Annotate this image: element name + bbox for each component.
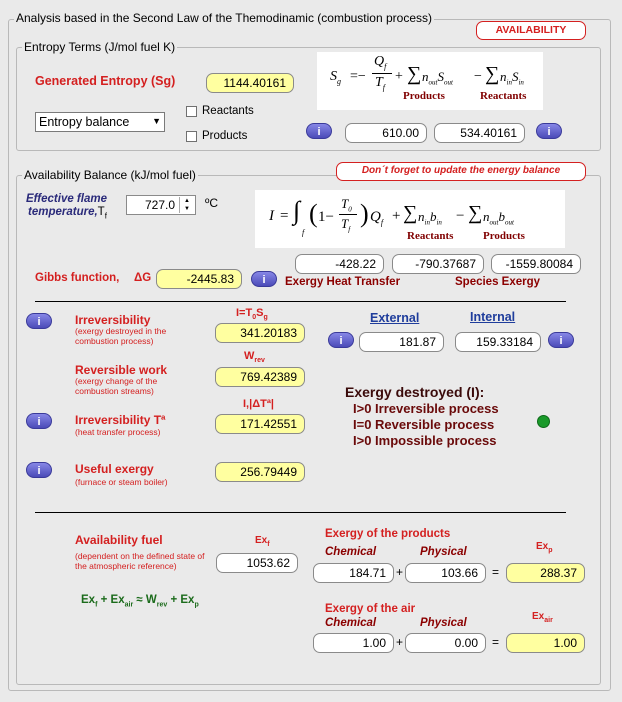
external-link[interactable]: External [370,311,420,325]
irreversibility-info-button[interactable]: i [26,313,52,329]
spin-arrows-icon[interactable]: ▲ ▼ [179,197,194,213]
air-plus-sign: + [396,635,404,649]
air-total-field[interactable]: 1.00 [506,633,585,653]
products-equals-sign: = [492,565,500,579]
products-chemical-label: Chemical [325,546,377,558]
irrev-T-info-button[interactable]: i [26,413,52,429]
reversible-work-title: $W_{rev}$ [244,350,265,365]
divider-top [35,301,566,302]
internal-info-button[interactable]: i [548,332,574,348]
irreversibility-field[interactable]: 341.20183 [215,323,305,343]
main-group-title: Analysis based in the Second Law of the Themodinamic (combustion process) [16,11,432,25]
entropy-reactants-field[interactable]: 534.40161 [434,123,525,143]
divider-bottom [35,512,566,513]
reactants-checkbox-label: Reactants [202,105,254,117]
entropy-products-field[interactable]: 610.00 [345,123,427,143]
external-field[interactable]: 181.87 [359,332,444,352]
useful-exergy-label: Useful exergy [75,462,154,476]
irrev-T-sub: (heat transfer process) [75,427,161,437]
reversible-work-field[interactable]: 769.42389 [215,367,305,387]
generated-entropy-label: Generated Entropy (Sg) [35,74,176,88]
generated-entropy-field[interactable]: 1144.40161 [206,73,294,93]
availability-button[interactable]: AVAILABILITY [476,21,586,40]
chevron-down-icon: ▼ [152,116,161,126]
exergy-heat-field[interactable]: -428.22 [295,254,384,274]
irreversible-line: I>0 Irreversible process [353,401,499,416]
gibbs-label: Gibbs function, [35,272,120,284]
internal-field[interactable]: 159.33184 [455,332,541,352]
products-total-title: $Ex_p$ [536,541,553,554]
gibbs-info-button[interactable]: i [251,271,277,287]
useful-exergy-sub: (furnace or steam boiler) [75,477,168,487]
useful-exergy-field[interactable]: 256.79449 [215,462,305,482]
products-chemical-field[interactable]: 184.71 [313,563,394,583]
reactants-checkbox[interactable] [186,106,197,117]
products-total-field[interactable]: 288.37 [506,563,585,583]
irreversibility-formula: $I=T_0S_g$ [236,307,268,322]
exergy-destroyed-title: Exergy destroyed (I): [345,384,485,400]
air-exergy-title: Exergy of the air [325,603,416,615]
availability-group-title: Availability Balance (kJ/mol fuel) [24,168,196,182]
products-physical-label: Physical [420,546,467,558]
species-products-field[interactable]: -1559.80084 [491,254,581,274]
entropy-group-title: Entropy Terms (J/mol fuel K) [24,40,176,54]
species-reactants-field[interactable]: -790.37687 [392,254,484,274]
products-plus-sign: + [396,565,404,579]
entropy-select-value: Entropy balance [39,115,130,129]
irrev-T-field[interactable]: 171.42551 [215,414,305,434]
flame-label: Effective flame $temperature,T_f$ [26,193,107,221]
products-physical-field[interactable]: 103.66 [405,563,486,583]
reversible-line: I=0 Reversible process [353,417,495,432]
entropy-formula: $S_g$ =− $Q_f$ $T_f$ + ∑ $n_{out}S_{out}$ − ∑ $n_{in}S_{in}$ Products Reactants [317,52,543,110]
impossible-line: I>0 Impossible process [353,433,497,448]
air-chemical-label: Chemical [325,617,377,629]
reversible-work-label: Reversible work [75,363,168,377]
air-physical-field[interactable]: 0.00 [405,633,486,653]
balance-equation: $Ex_f + Ex_{air} \approx W_{rev} + Ex_p$ [81,594,199,609]
entropy-info-button-right[interactable]: i [536,123,562,139]
products-checkbox[interactable] [186,131,197,142]
irrev-T-title: I,|ΔTª| [243,398,274,410]
availability-formula: I = ∫ f ( 1− $T_0$ $T_f$ ) $Q_f$ + ∑ $n_{in}b_{in}$ − ∑ $n_{out}b_{out}$ Reactants Products [255,190,565,248]
air-equals-sign: = [492,635,500,649]
entropy-info-button-left[interactable]: i [306,123,332,139]
reversible-work-sub: (exergy change of the combustion streams) [75,376,158,396]
gibbs-field[interactable]: -2445.83 [156,269,242,289]
air-total-title: $Ex_{air}$ [532,611,553,624]
external-info-button[interactable]: i [328,332,354,348]
gibbs-symbol: ΔG [134,272,152,284]
availability-fuel-title: $Ex_f$ [255,535,270,548]
entropy-select[interactable] [35,112,165,132]
useful-exergy-info-button[interactable]: i [26,462,52,478]
status-indicator-icon [537,415,550,428]
availability-fuel-sub: (dependent on the defined state of the atmospheric reference) [75,551,205,571]
availability-fuel-field[interactable]: 1053.62 [216,553,298,573]
irreversibility-sub: (exergy destroyed in the combustion process) [75,326,167,346]
irreversibility-label: Irreversibility [75,313,151,327]
air-chemical-field[interactable]: 1.00 [313,633,394,653]
flame-temperature-value: 727.0 [144,198,175,212]
air-physical-label: Physical [420,617,467,629]
irrev-T-label: Irreversibility Tª [75,413,166,427]
species-exergy-label: Species Exergy [455,276,541,288]
availability-fuel-label: Availability fuel [75,533,163,547]
products-checkbox-label: Products [202,130,248,142]
flame-temperature-spinner[interactable] [126,195,196,215]
flame-unit: ºC [205,196,219,210]
energy-balance-reminder: Don´t forget to update the energy balance [336,162,586,181]
internal-link[interactable]: Internal [470,310,516,324]
exergy-heat-transfer-label: Exergy Heat Transfer [285,276,401,288]
products-exergy-title: Exergy of the products [325,528,451,540]
